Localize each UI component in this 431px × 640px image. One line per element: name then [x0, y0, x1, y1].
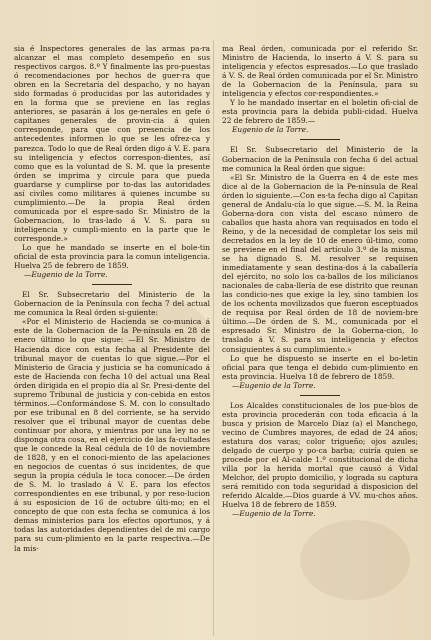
notice-guerra [222, 145, 418, 389]
section-divider [300, 395, 340, 396]
section-divider [92, 284, 132, 285]
notice-signature: —Eugenio de la Torre. [232, 509, 316, 519]
notice-follow: Lo que he mandado se inserte en el bole-tin oficial de esta provincia para la comun inteligencia. Huelva 25 de febrero de 1859. [14, 243, 210, 271]
section-divider [300, 139, 340, 140]
left-column [14, 44, 210, 636]
notice-hacienda [14, 290, 210, 552]
column-gutter [213, 40, 214, 636]
notice-intro: El Sr. Subsecretario del Ministerio de la Gobernacion de la Península con fecha 7 del actual me comunica la Real órden si-guiente: [14, 290, 210, 318]
notice-body: «El Sr. Ministro de la Guerra en 4 de este mes dice al de la Gobernacion de la Pe-nínsula de Real órden lo siguiente.—Con es-ta fecha digo al Capitan general de Andalu-cía lo que sigue.—S. M. la Reina Goberna-dora con vista del escaso número de caballos que hasta ahora van requisados en todo el Reino, y de la necesidad de completar los seis mil decretados en la ley de 10 de enero úl-timo, como se previene en el final del artículo 3.º de la misma, se ha dignado S. M. resolver se requisen inmediatamente y sean destina-dos á la caballería del ejército, no solo los ca-ballos de los milicianos nacionales de caba-llería de ese distrito que reunan las condicio-nes que exige la ley, sino tambien los de los ochenta movilizados que fueron esceptuados de requisa por Real órden de 18 de noviem-bre último.—De órden de S. M., comunicada por el espresado Sr. Ministro de la Goberna-cion, lo traslado á V. S. para su inteligencia y efectos consiguientes á su cumplimiento.» [222, 172, 418, 354]
notice-text: ma Real órden, comunicada por el referido Sr. Ministro de Hacienda, lo inserto á V. S. para su inteligencia y efectos espresados.—Lo que traslado á V. S. de Real órden comunicada por el Sr. Ministro de la Gobernacion de la Península, para su inteligencia y efectos cor-respondientes.» [222, 44, 418, 99]
notice-signature: —Eugenio de la Torre. [24, 270, 108, 280]
notice-text: sia é Inspectores generales de las armas pa-ra alcanzar el mas completo desempeño en sus respectivos cargos. 8.º Y finalmente las pro-puestas ó recomendaciones por hechos de guer-ra que obren en la Secretaría del despacho, y no hayan sido formadas ó producidas por las autoridades y en la forma que se previene en las reglas anteriores, se pasarán á los ge-nerales en gefe ó capitanes generales de provin-cia á quien corresponde, para que con presencia de los antecedentes informen lo que se les ofrez-ca y parezca. Todo lo que de Real órden digo á V. E. para su inteligencia y efectos correspon-dientes, así como que es la voluntad de S. M. que la presente órden se imprima y circule para que pueda guardarse y cumplirse por to-das las autoridades así civiles como militares á quienes incumbe su cumplimiento.—De la propia Real órden comunicada por el espre-sado Sr. Ministro de la Gobernacion, lo tras-lado á V. S. para su inteligencia y cumpli-miento en la parte que le corresponde.» [14, 44, 210, 243]
right-column [222, 44, 418, 636]
notice-body: Los Alcaldes constitucionales de los pue-blos de esta provincia procederán con toda eficacia á la busca y prision de Marcelo Diaz (a) el Manchego, vecino de Cumbres mayores, de edad de 24 años; estatura dos varas; color trigueño; ojos azules; delgado de cuerpo y po-ca barba; cuiría quien se procede por el Al-calde 1.º constitucional de dicha villa por la herida mortal que causó á Vidal Melchor, del propio domicilio, y lograda su captura será remitido con toda seguridad á disposicion del referido Alcalde.—Dios guarde á VV. mu-chos años. Huelva 18 de febrero de 1859. [222, 400, 418, 510]
notice-intro: El Sr. Subsecretario del Ministerio de la Gobernacion de la Península con fecha 6 del actual me comunica la Real órden que sigue: [222, 145, 418, 173]
notice-signature: Eugenio de la Torre. [232, 125, 309, 135]
notice-hacienda-continued [222, 44, 418, 134]
notice-follow: Y lo he mandado insertar en el boletin ofi-cial de esta provincia para la debida publi-cidad. Huelva 22 de febrero de 1859.— [222, 98, 418, 126]
notice-body: «Por el Ministerio de Hacienda se co-munica á este de la Gobernacion de la Pe-nínsula en 28 de enero último lo que sigue: —El Sr. Ministro de Hacienda dice con esta fecha al Presidente del tribunal mayor de cuentas lo que sigue.—Por el Ministerio de Gracia y justicia se ha comunicado á este de Hacienda con fecha 10 del actual una Real órden dirigida en el propio dia al Sr. Presi-dente del supremo Tribunal de justicia y con-cebida en estos términos.—Conformándose S. M. con lo consultado por ese tribunal en 8 del corriente, se ha servido resolver que el tribunal mayor de cuentas debe continuar por ahora, y mientras por una ley no se disponga otra cosa, en el ejercicio de las fa-cultades que le concede la Real cédula de 10 de noviembre de 1828, y en el conoci-miento de las apelaciones en negocios de cuentas ó sus incidentes, de que segun la propia cédula le toca conocer.—De órden de S. M. lo traslado á V. E. para los efectos correspondientes en ese tribunal, y por reso-lucion á su esposicion de 16 de octubre últi-mo; en el concepto de que con esta fecha se comunica á los demas ministerios para los efectos oportunos, y á todas las autoridades dependientes del de mi cargo para su cum-plimiento en la parte respectiva.—De la mis- [14, 317, 210, 553]
notice-inspectors [14, 44, 210, 279]
notice-signature: —Eugenio de la Torre. [232, 380, 316, 390]
notice-alcaldes [222, 401, 418, 519]
notice-follow: Lo que he dispuesto se inserte en el bo-letin oficial para que tenga el debido cum-plimiento en esta provincia. Huelva 18 de febrero de 1859. [222, 353, 418, 381]
